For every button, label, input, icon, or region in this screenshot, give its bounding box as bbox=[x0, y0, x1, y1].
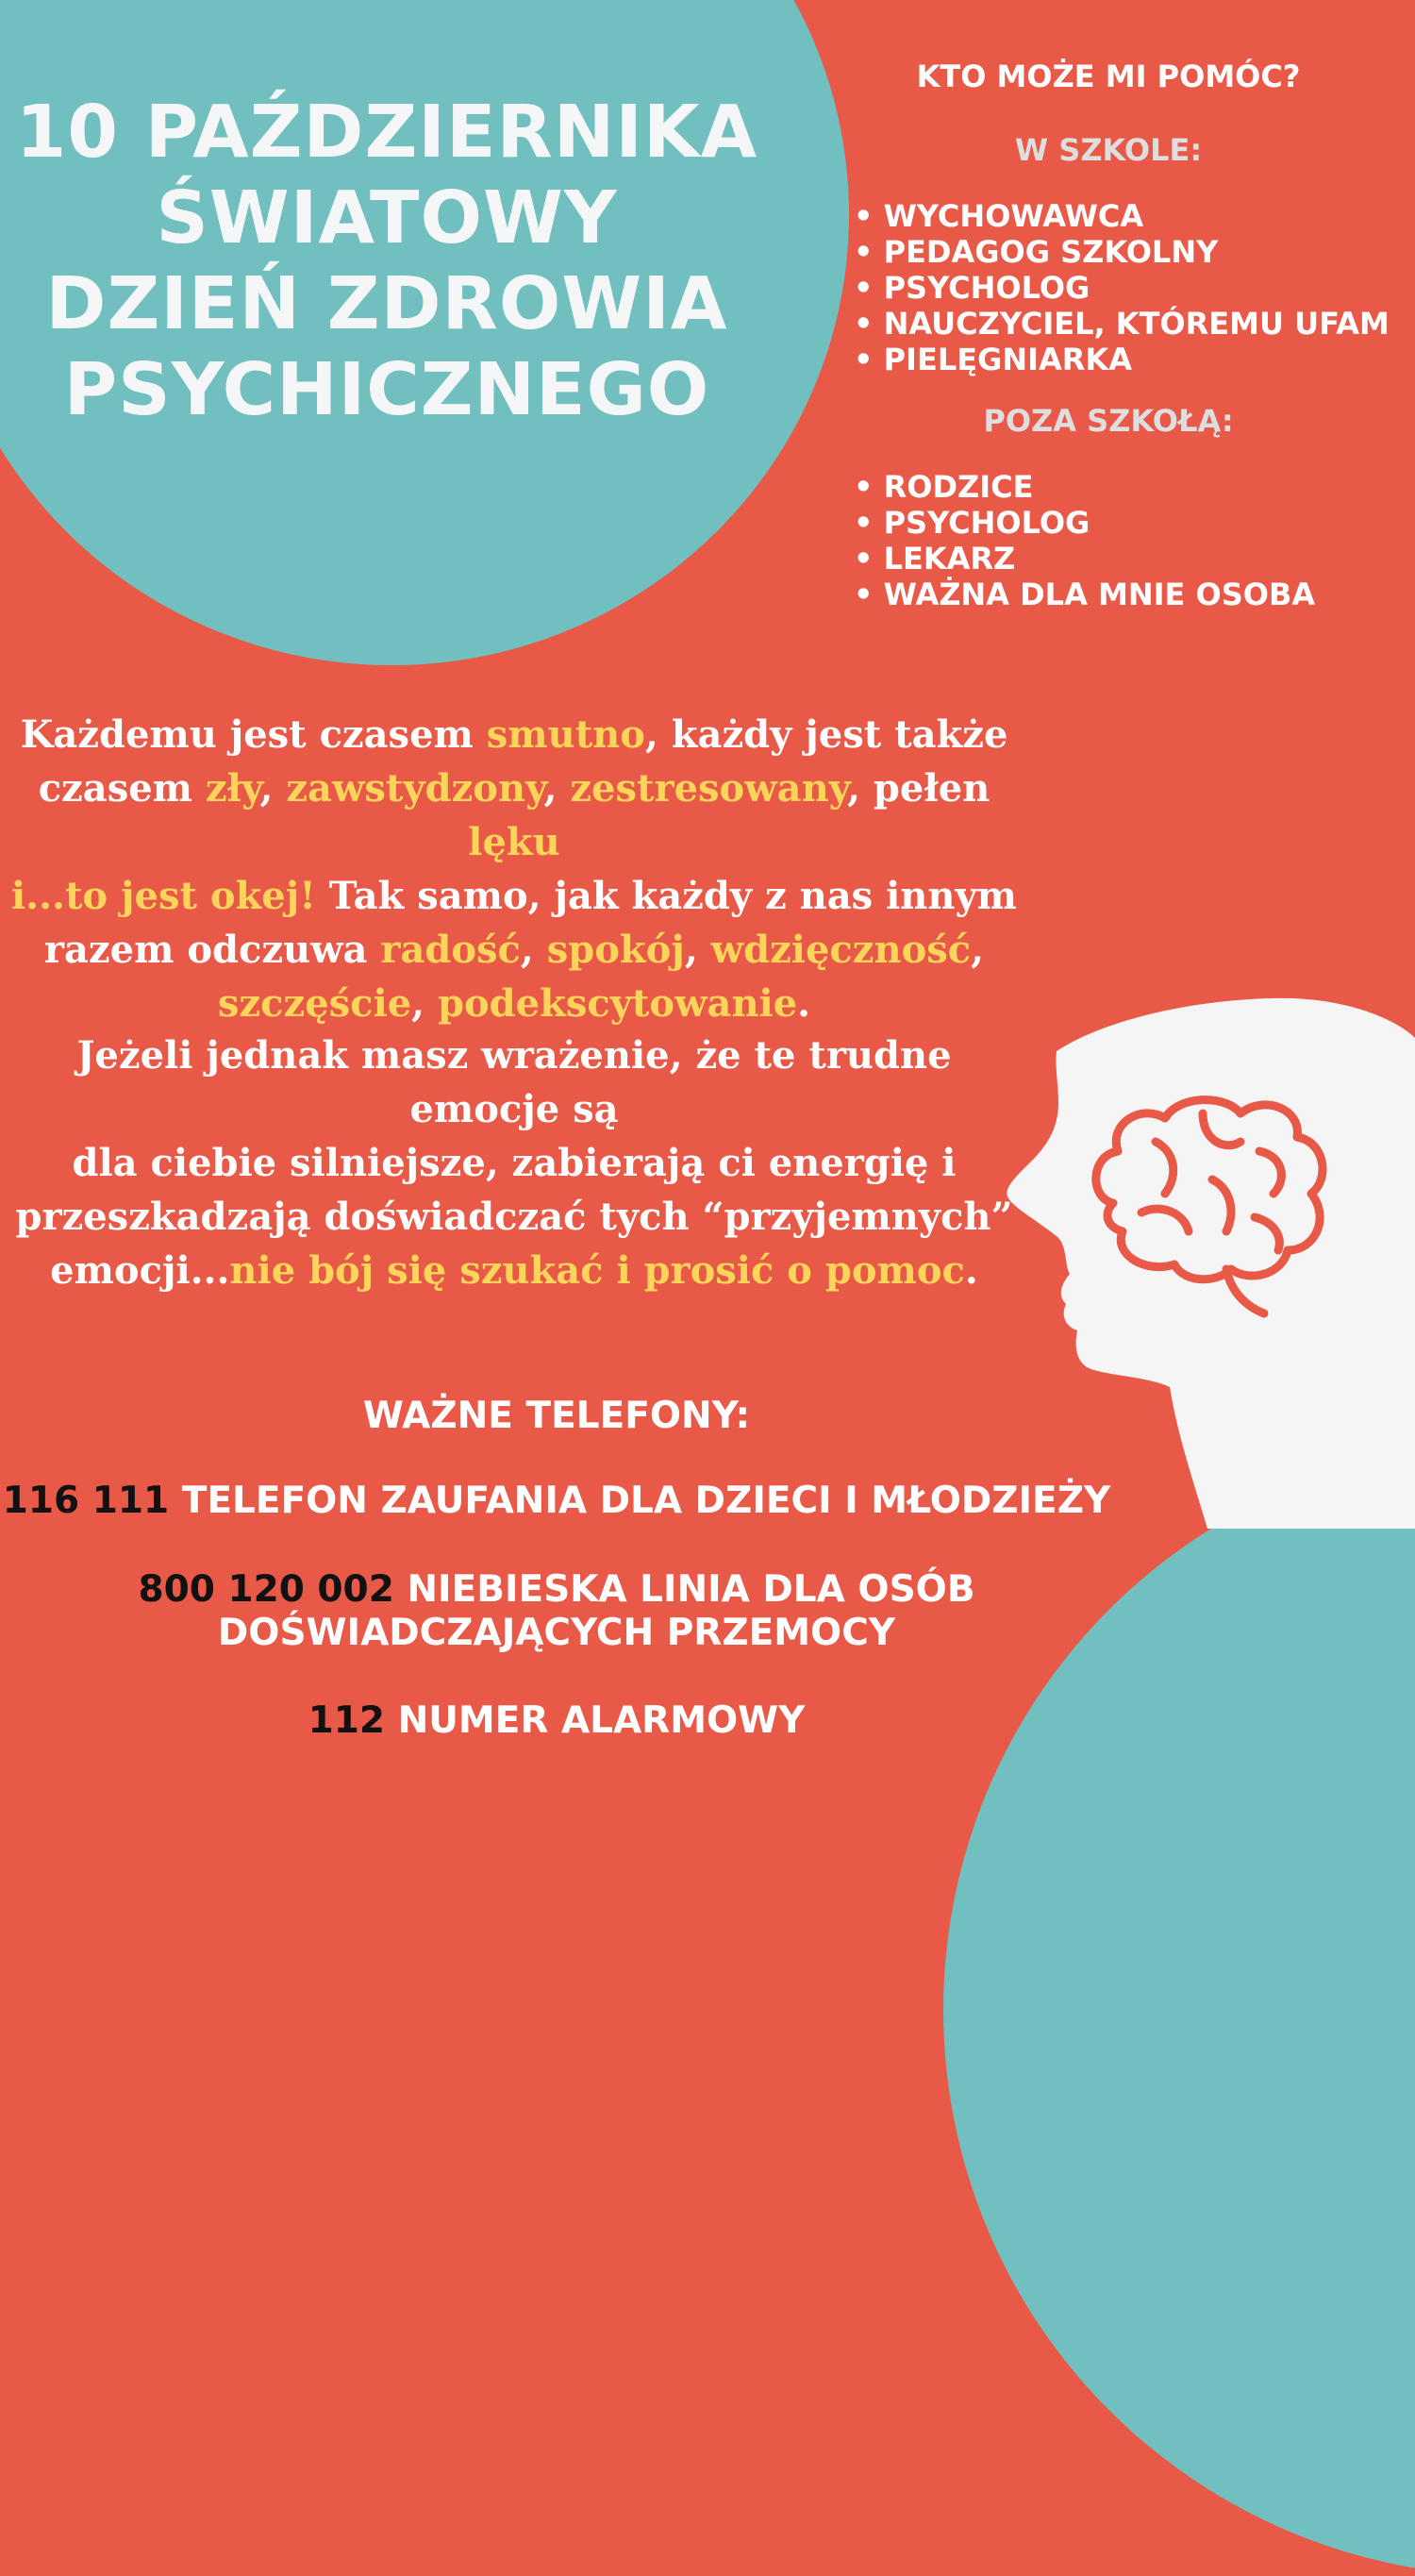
school-item: • PSYCHOLOG bbox=[854, 270, 1410, 306]
emotions-paragraph bbox=[0, 708, 1028, 1030]
text: , każdy jest także bbox=[644, 712, 1008, 757]
school-item: • PEDAGOG SZKOLNY bbox=[854, 234, 1410, 270]
paragraph-line: przeszkadzają doświadczać tych “przyjemnych” bbox=[15, 1195, 1013, 1239]
title-line-2: ŚWIATOWY bbox=[156, 176, 618, 260]
school-list bbox=[854, 198, 1410, 377]
page-title bbox=[0, 90, 774, 433]
phone-line bbox=[0, 1568, 1113, 1612]
title-line-3: DZIEŃ ZDROWIA bbox=[45, 262, 728, 346]
text: Tak samo, jak każdy z nas innym bbox=[315, 874, 1018, 918]
text: Każdemu jest czasem bbox=[20, 712, 487, 757]
highlight: nie bój się szukać i prosić o pomoc bbox=[229, 1248, 965, 1293]
paragraph-line bbox=[0, 1244, 1028, 1297]
text: razem odczuwa bbox=[43, 928, 381, 972]
phone-number: 800 120 002 bbox=[138, 1568, 394, 1611]
title-line-1: 10 PAŹDZIERNIKA bbox=[15, 91, 758, 175]
highlight: zły bbox=[205, 766, 260, 811]
text: , bbox=[411, 981, 439, 1026]
highlight: lęku bbox=[468, 820, 560, 864]
text: , bbox=[684, 928, 711, 972]
text: , pełen bbox=[847, 766, 990, 811]
phones-heading: WAŻNE TELEFONY: bbox=[362, 1395, 751, 1437]
phone-line bbox=[0, 1480, 1113, 1523]
highlight: i...to jest okej! bbox=[10, 874, 316, 918]
paragraph-line: Jeżeli jednak masz wrażenie, że te trudne emocje są bbox=[76, 1033, 952, 1131]
highlight: radość bbox=[380, 928, 521, 972]
help-paragraph bbox=[0, 1029, 1028, 1297]
help-heading: KTO MOŻE MI POMÓC? bbox=[916, 59, 1301, 94]
text: , bbox=[259, 766, 287, 811]
school-item: • WYCHOWAWCA bbox=[854, 198, 1410, 234]
outside-item: • RODZICE bbox=[854, 469, 1410, 505]
outside-list bbox=[854, 469, 1410, 612]
school-item: • NAUCZYCIEL, KTÓREMU UFAM bbox=[854, 306, 1410, 342]
phone-line bbox=[0, 1699, 1113, 1743]
highlight: zestresowany bbox=[570, 766, 848, 811]
outside-item: • PSYCHOLOG bbox=[854, 505, 1410, 541]
highlight: szczęście bbox=[217, 981, 412, 1026]
phone-description: NIEBIESKA LINIA DLA OSÓB bbox=[393, 1568, 975, 1611]
highlight: wdzięczność bbox=[710, 928, 972, 972]
phone-description: TELEFON ZAUFANIA DLA DZIECI I MŁODZIEŻY bbox=[169, 1480, 1111, 1522]
text: , bbox=[971, 928, 985, 972]
title-line-4: PSYCHICZNEGO bbox=[63, 348, 710, 432]
outside-item: • LEKARZ bbox=[854, 541, 1410, 577]
paragraph-line bbox=[0, 761, 1028, 869]
phone-description: NUMER ALARMOWY bbox=[385, 1699, 806, 1742]
highlight: zawstydzony bbox=[286, 766, 544, 811]
paragraph-line: dla ciebie silniejsze, zabierają ci energię i bbox=[72, 1141, 957, 1185]
text: emocji... bbox=[50, 1248, 230, 1293]
text: . bbox=[797, 981, 811, 1026]
paragraph-line bbox=[0, 869, 1028, 923]
text: czasem bbox=[38, 766, 206, 811]
phone-number: 116 111 bbox=[2, 1480, 170, 1522]
highlight: spokój bbox=[546, 928, 685, 972]
outside-item: • WAŻNA DLA MNIE OSOBA bbox=[854, 577, 1410, 612]
school-heading: W SZKOLE: bbox=[1014, 132, 1203, 168]
outside-heading: POZA SZKOŁĄ: bbox=[983, 403, 1234, 439]
text: , bbox=[520, 928, 547, 972]
highlight: smutno bbox=[486, 712, 645, 757]
phone-number: 112 bbox=[308, 1699, 385, 1742]
phone-line-continued: DOŚWIADCZAJĄCYCH PRZEMOCY bbox=[217, 1612, 896, 1654]
highlight: podekscytowanie bbox=[438, 981, 798, 1026]
help-section bbox=[854, 59, 1410, 612]
school-item: • PIELĘGNIARKA bbox=[854, 342, 1410, 377]
paragraph-line bbox=[0, 708, 1028, 761]
text: , bbox=[543, 766, 571, 811]
paragraph-line bbox=[0, 923, 1028, 977]
text: . bbox=[964, 1248, 978, 1293]
paragraph-line bbox=[0, 977, 1028, 1030]
phones-section bbox=[0, 1395, 1113, 1743]
